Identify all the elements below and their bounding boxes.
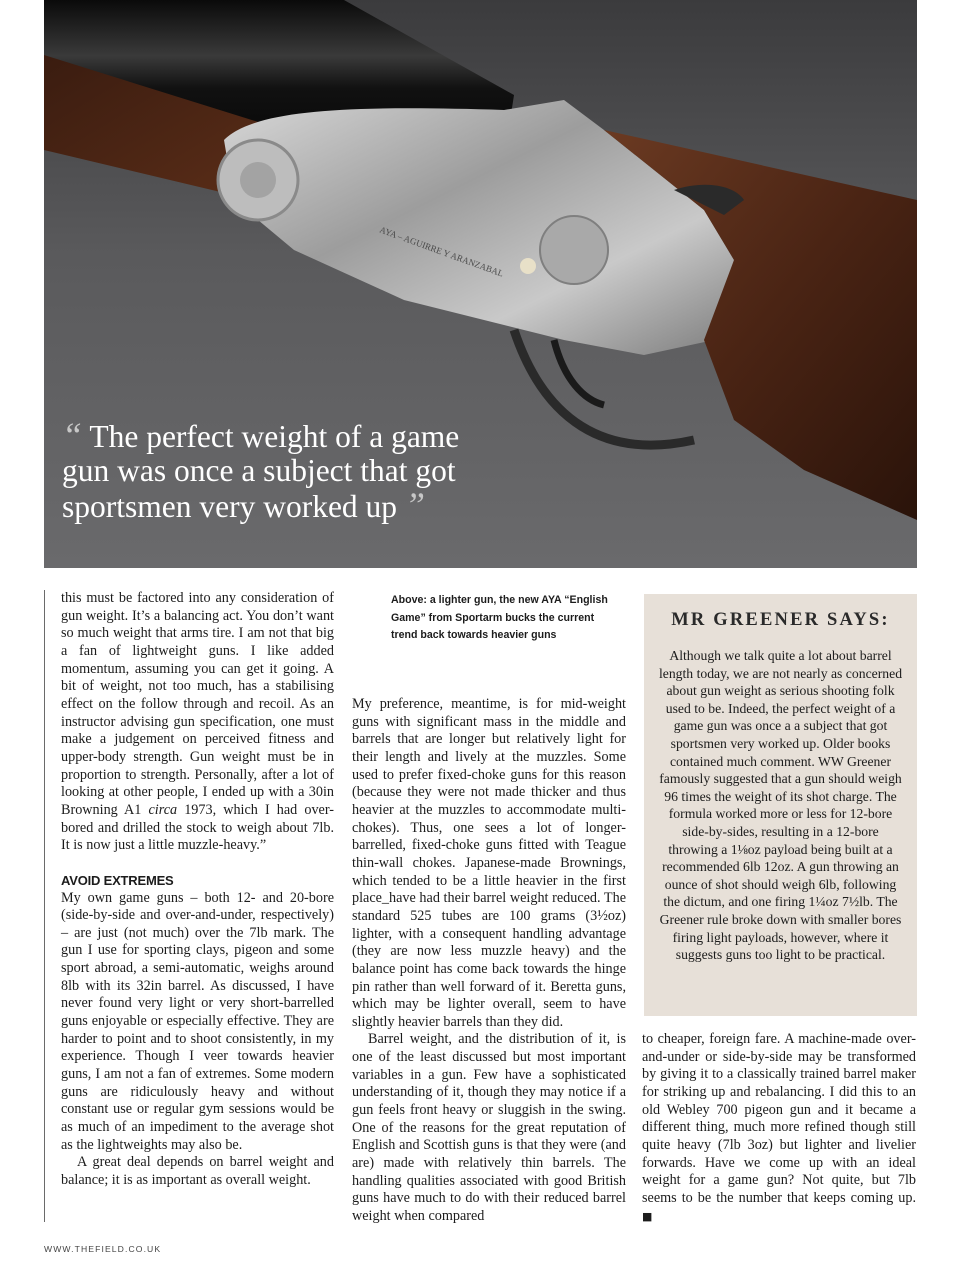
pull-quote-text: The perfect weight of a game gun was once a subject that got sportsmen very worked up	[62, 419, 460, 524]
footer-url: WWW.THEFIELD.CO.UK	[44, 1244, 162, 1254]
close-quote-mark: ”	[404, 485, 425, 525]
section-subheading: AVOID EXTREMES	[61, 872, 174, 888]
column-divider	[44, 590, 45, 1222]
fence-boss-shape	[240, 162, 276, 198]
lock-rosette-shape	[540, 216, 608, 284]
action-shape	[224, 100, 734, 355]
hero-image	[44, 0, 917, 568]
sidebar-box	[644, 594, 917, 1016]
engraving-text: AYA – AGUIRRE Y ARANZABAL	[378, 224, 505, 279]
sidebar-body: Although we talk quite a lot about barrel length today, we are not nearly as concerned about gun weight as serious shooting folk used to be. Indeed, the perfect weight of a game gun was once a a subject that got sportsmen very worked up. Older books contained much comment. WW Greener famously suggested that a gun should weigh 96 times the weight of its shot charge. The formula worked more or less for 12-bore side-by-sides, resulting in a 12-bore throwing a 1⅛oz payload being built at a recommended 6lb 12oz. A gun throwing an ounce of shot should weigh 6lb, following the dictum, and one firing 1¼oz 7½lb. The Greener rule broke down with smaller bores firing light payloads, however, where it suggests guns too light to be practical.	[658, 648, 903, 963]
trigger-shape	[554, 340, 604, 405]
cocking-indicator-shape	[520, 258, 536, 274]
article-column-2	[352, 696, 626, 1226]
open-quote-mark: “	[62, 415, 83, 455]
paragraph: Barrel weight, and the distribution of it, is one of the least discussed but most important variables in a gun. Few have a sophisticated understanding of it, though they may notice if a gun feels front heavy or sluggish in the swing. One of the reasons for the great reputation of English and Scottish guns is that they were (and are) made with relatively thin barrels. The handling qualities associated with good British guns have much to do with their reduced barrel weight when compared	[352, 1031, 626, 1225]
article-column-1	[61, 590, 334, 1190]
paragraph: to cheaper, foreign fare. A machine-made over-and-under or side-by-side may be transformed by giving it to a classically trained barrel maker for striking up and rebalancing. I did this to an old Webley 700 pigeon gun and it became a different thing, much more refined though still quite heavy (7lb 3oz) but lighter and livelier forwards. Have we come up with an ideal weight for a game gun? Not quite, but 7lb seems to be the number that keeps coming up. ■	[642, 1031, 916, 1223]
sidebar-title: MR GREENER SAYS:	[671, 610, 890, 630]
image-caption: Above: a lighter gun, the new AYA “English Game” from Sportarm bucks the current trend back towards heavier guns	[391, 594, 608, 642]
paragraph: this must be factored into any consideration of gun weight. It’s a balancing act. You don’t want so much weight that arms tire. I am not that big a fan of lightweight guns. I like added momentum, assuming you can get it going. A bit of weight, not too much, has a stabilising effect on the follow through and recoil. As an instructor advising gun specification, one must make a judgement on perceived fitness and upper-body strength. Gun weight must be in proportion to strength. Personally, after a lot of looking at other people, I ended up with a 30in Browning A1 circa 1973, which I had over-bored and drilled the stock to weigh about 7lb. It is now just a little muzzle-heavy.”	[61, 590, 334, 854]
italic-circa: circa	[148, 801, 178, 818]
paragraph: My preference, meantime, is for mid-weight guns with significant mass in the middle and barrels that are longer but relatively light for their length and lively at the muzzles. Some used to prefer fixed-choke guns for this reason (because they were not made thicker and thus heavier at the muzzles to accommodate multi-chokes). Thus, one sees a lot of longer-barrelled, fixed-choke guns fitted with Teague thin-wall chokes. Japanese-made Brownings, which tended to be a little heavier in the first place_have had their barrel weight reduced. The standard 525 tubes are 100 grams (3½oz) lighter, with a consequent handling advantage (they are now less muzzle heavy) and the balance point has come back towards the hinge pin rather than well forward of it. Beretta guns, which may be lighter overall, seem to have slightly heavier barrels than they did.	[352, 696, 626, 1030]
end-mark-icon: ■	[642, 1209, 653, 1223]
paragraph: My own game guns – both 12- and 20-bore (side-by-side and over-and-under, respectively) – are just (not much) over the 7lb mark. The gun I use for sporting clays, pigeon and some sport abroad, a semi-automatic, weighs around 8lb with its 32in barrel. As discussed, I have never found very light or very short-barrelled guns enjoyable or especially effective. They are harder to point and to shoot consistently, in my experience. Though I veer towards heavier guns, I am not a fan of extremes. Some modern guns are ridiculously heavy and without constant use or regular gym sessions would be as much of an impediment to the average shot as the lightweights may also be.	[61, 889, 334, 1153]
pull-quote	[62, 415, 482, 525]
paragraph: A great deal depends on barrel weight and balance; it is as important as overall weight.	[61, 1154, 334, 1188]
article-column-3	[642, 1031, 916, 1225]
